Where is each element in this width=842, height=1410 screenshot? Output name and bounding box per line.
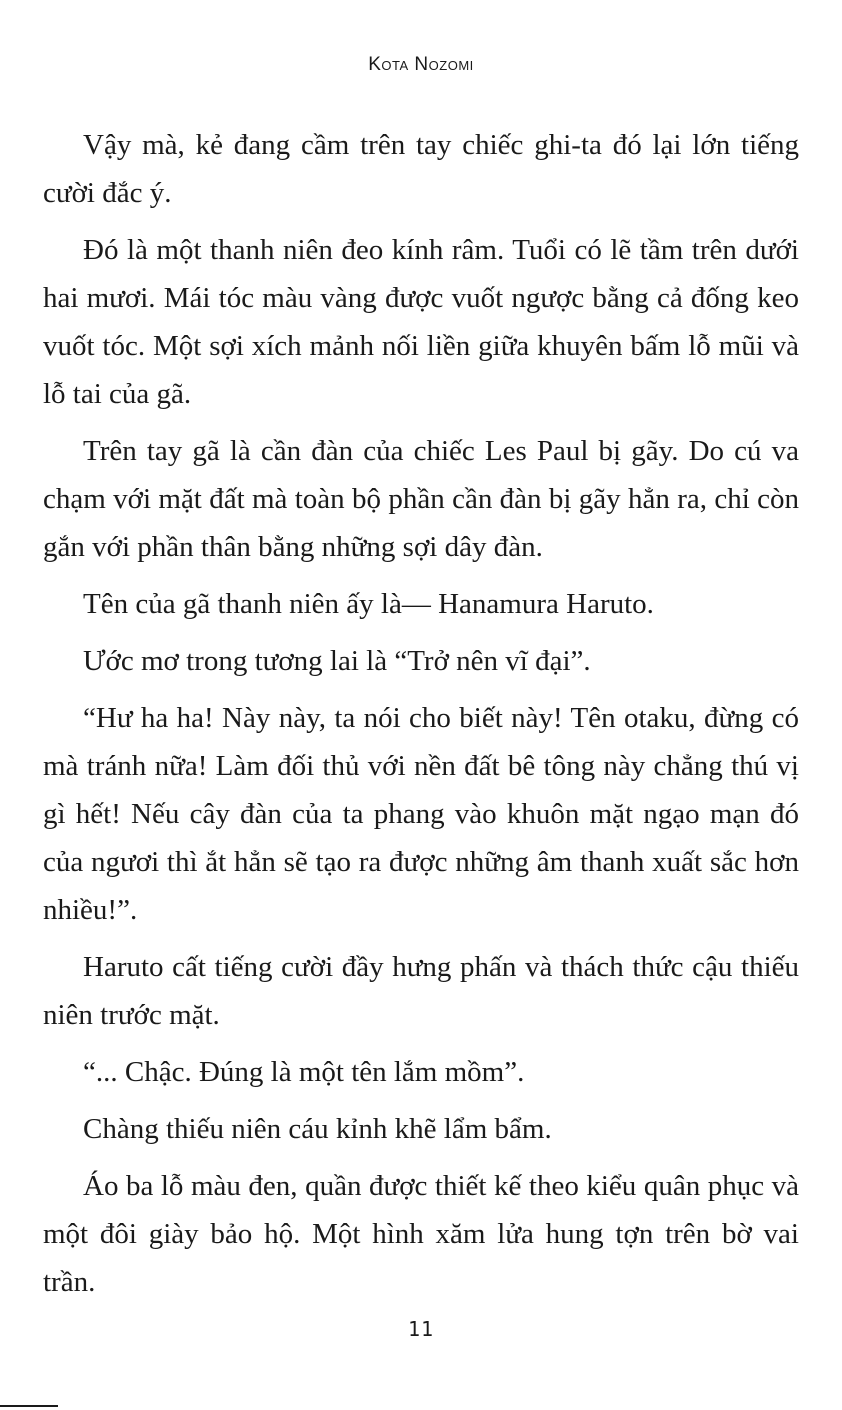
paragraph: Vậy mà, kẻ đang cầm trên tay chiếc ghi-ta đó lại lớn tiếng cười đắc ý.: [43, 129, 799, 209]
paragraph: Chàng thiếu niên cáu kỉnh khẽ lẩm bẩm.: [83, 1113, 552, 1145]
bottom-rule: [0, 1405, 58, 1407]
paragraph: Ước mơ trong tương lai là “Trở nên vĩ đại”.: [83, 645, 591, 677]
paragraph: Tên của gã thanh niên ấy là— Hanamura Haruto.: [83, 588, 654, 620]
paragraph: Áo ba lỗ màu đen, quần được thiết kế theo kiểu quân phục và một đôi giày bảo hộ. Một hình xăm lửa hung tợn trên bờ vai trần.: [43, 1170, 799, 1298]
running-header-author: Kota Nozomi: [368, 54, 474, 75]
paragraph: Haruto cất tiếng cười đầy hưng phấn và thách thức cậu thiếu niên trước mặt.: [43, 951, 799, 1031]
paragraph: “... Chậc. Đúng là một tên lắm mồm”.: [83, 1056, 525, 1088]
paragraph: “Hư ha ha! Này này, ta nói cho biết này! Tên otaku, đừng có mà tránh nữa! Làm đối thủ với nền đất bê tông này chẳng thú vị gì hết! Nếu cây đàn của ta phang vào khuôn mặt ngạo mạn đó của ngươi thì ắt hẳn sẽ tạo ra được những âm thanh xuất sắc hơn nhiều!”.: [43, 702, 799, 926]
paragraph: Đó là một thanh niên đeo kính râm. Tuổi có lẽ tầm trên dưới hai mươi. Mái tóc màu vàng được vuốt ngược bằng cả đống keo vuốt tóc. Một sợi xích mảnh nối liền giữa khuyên bấm lỗ mũi và lỗ tai của gã.: [43, 234, 799, 410]
body-text: [43, 121, 799, 1315]
paragraph: Trên tay gã là cần đàn của chiếc Les Paul bị gãy. Do cú va chạm với mặt đất mà toàn bộ phần cần đàn bị gãy hẳn ra, chỉ còn gắn với phần thân bằng những sợi dây đàn.: [43, 435, 799, 563]
page-number: 11: [407, 1317, 435, 1341]
